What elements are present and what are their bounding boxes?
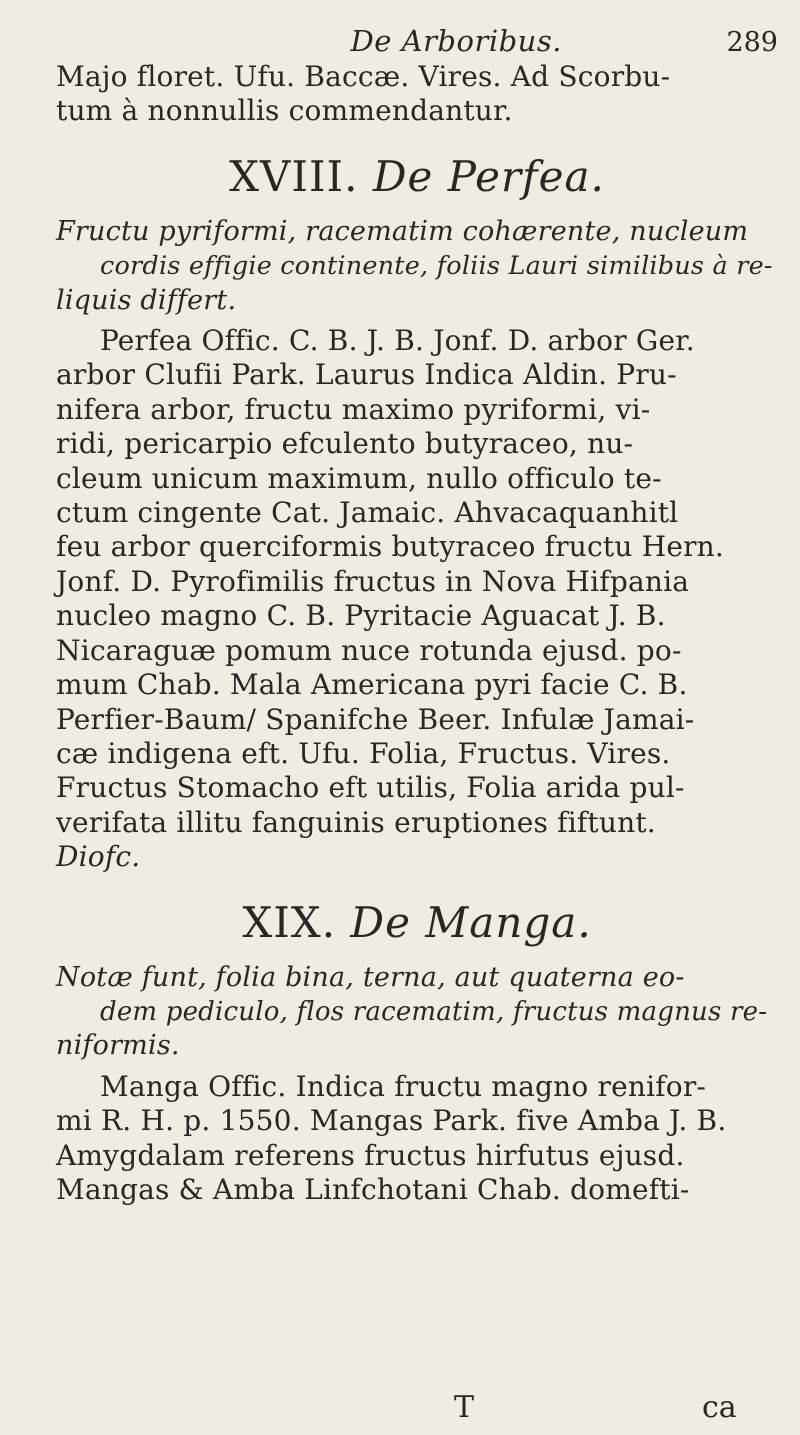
text-line: cleum unicum maximum, nullo officulo te- [56, 461, 662, 495]
section-body [56, 1070, 778, 1208]
page-number: 289 [726, 27, 778, 58]
lead-line: dem pediculo, flos racematim, fructus magnus re- [100, 996, 768, 1027]
section-numeral: XVIII. [229, 151, 359, 201]
text-line: feu arbor querciformis butyraceo fructu Hern. [56, 530, 725, 564]
text-line: mi R. H. p. 1550. Mangas Park. five Amba J. B. [56, 1104, 727, 1138]
signature-mark: T [454, 1390, 475, 1425]
running-title: De Arboribus. [350, 24, 562, 58]
running-head [56, 24, 778, 58]
text-line: Fructus Stomacho eft utilis, Folia arida pul- [56, 771, 685, 805]
text-line: Nicaraguæ pomum nuce rotunda ejusd. po- [56, 633, 682, 667]
lead-line: Notæ funt, folia bina, terna, aut quaterna eo- [56, 961, 685, 993]
text-line: Jonf. D. Pyrofimilis fructus in Nova Hifpania [56, 564, 690, 598]
section-title: De Manga. [350, 897, 592, 947]
section-lead [56, 961, 778, 1064]
section-manga [56, 897, 778, 1208]
section-title: De Perfea. [372, 151, 605, 201]
section-numeral: XIX. [242, 897, 337, 947]
text-line: nucleo magno C. B. Pyritacie Aguacat J. B. [56, 599, 666, 633]
text-line: Amygdalam referens fructus hirfutus ejusd. [56, 1138, 685, 1172]
lead-line: niformis. [56, 1030, 180, 1062]
text-line: tum à nonnullis commendantur. [56, 94, 513, 128]
lead-line: cordis effigie continente, foliis Lauri similibus à re- [100, 251, 773, 282]
section-perfea [56, 151, 778, 875]
intro-paragraph [56, 60, 778, 129]
text-line: Diofc. [56, 840, 141, 874]
text-line: verifata illitu fanguinis eruptiones fiftunt. [56, 805, 656, 839]
text-line: cæ indigena eft. Ufu. Folia, Fructus. Vires. [56, 736, 671, 770]
text-line: Perfea Offic. C. B. J. B. Jonf. D. arbor Ger. [100, 324, 695, 358]
lead-line: liquis differt. [56, 284, 237, 316]
text-line: mum Chab. Mala Americana pyri facie C. B. [56, 668, 688, 702]
text-line: arbor Clufii Park. Laurus Indica Aldin. Pru- [56, 358, 677, 392]
text-line: ctum cingente Cat. Jamaic. Ahvacaquanhitl [56, 496, 679, 530]
text-line: ridi, pericarpio efculento butyraceo, nu- [56, 427, 634, 461]
text-line: Perfier-Baum/ Spanifche Beer. Infulæ Jamai- [56, 702, 695, 736]
section-body [56, 324, 778, 875]
section-lead [56, 215, 778, 318]
lead-line: Fructu pyriformi, racematim cohærente, nucleum [56, 215, 749, 247]
text-line: nifera arbor, fructu maximo pyriformi, vi- [56, 392, 651, 426]
text-line: Majo floret. Ufu. Baccæ. Vires. Ad Scorbu- [56, 60, 671, 93]
text-line: Mangas & Amba Linfchotani Chab. domefti- [56, 1172, 690, 1206]
catchword: ca [702, 1390, 737, 1425]
section-heading [56, 897, 778, 949]
text-line: Manga Offic. Indica fructu magno renifor- [100, 1069, 707, 1103]
section-heading [56, 151, 778, 203]
